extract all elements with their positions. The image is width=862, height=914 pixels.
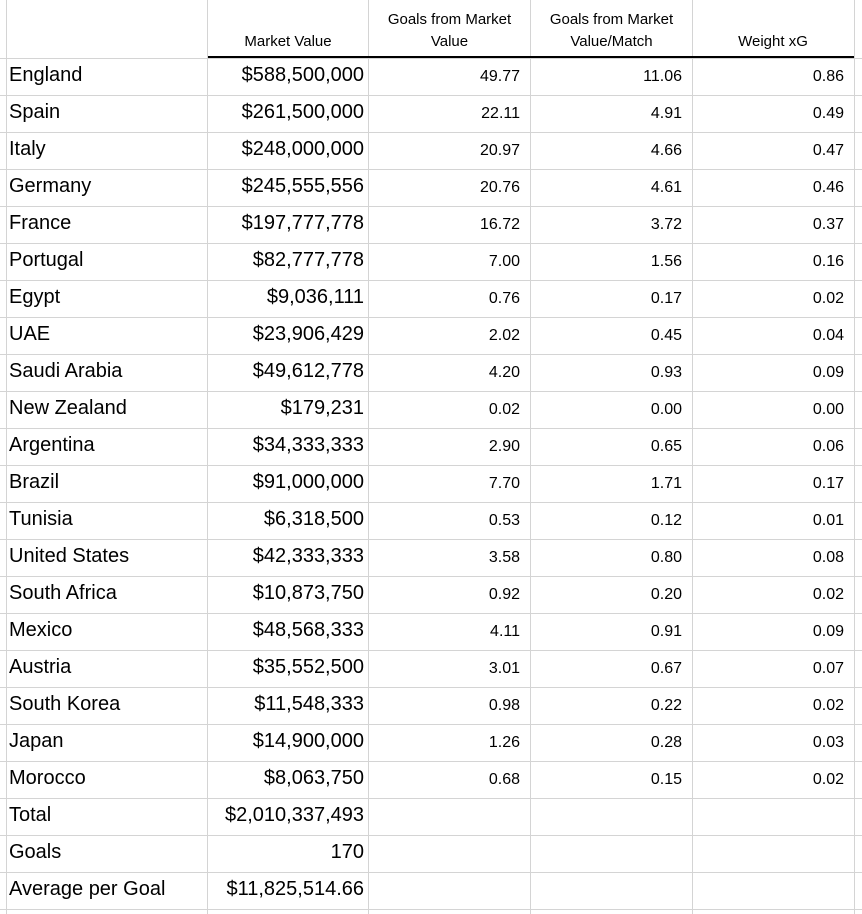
goals-cell[interactable]: 4.20 — [488, 364, 520, 381]
country-cell[interactable]: South Africa — [9, 582, 117, 604]
grid-row-line — [0, 613, 862, 614]
weight-xg-cell[interactable]: 0.09 — [812, 623, 844, 640]
goals-cell[interactable]: 20.76 — [479, 179, 520, 196]
goals-cell[interactable]: 0.53 — [488, 512, 520, 529]
grid-row-line — [0, 872, 862, 873]
goals-per-match-cell[interactable]: 0.00 — [650, 401, 682, 418]
country-cell[interactable]: Argentina — [9, 434, 95, 456]
goals-per-match-cell[interactable]: 0.91 — [650, 623, 682, 640]
goals-per-match-cell[interactable]: 1.71 — [650, 475, 682, 492]
goals-cell[interactable]: 1.26 — [488, 734, 520, 751]
goals-cell[interactable]: 7.70 — [488, 475, 520, 492]
market-value-cell[interactable]: $245,555,556 — [241, 175, 364, 197]
weight-xg-cell[interactable]: 0.01 — [812, 512, 844, 529]
goals-per-match-cell[interactable]: 0.12 — [650, 512, 682, 529]
country-cell[interactable]: United States — [9, 545, 130, 567]
goals-per-match-cell[interactable]: 0.15 — [650, 771, 682, 788]
header-weight-xg[interactable]: Weight xG — [738, 33, 808, 50]
grid-row-line — [0, 798, 862, 799]
weight-xg-cell[interactable]: 0.09 — [812, 364, 844, 381]
goals-per-match-cell[interactable]: 0.93 — [650, 364, 682, 381]
grid-row-line — [0, 576, 862, 577]
country-cell[interactable]: Tunisia — [9, 508, 73, 530]
header-goals-per-match[interactable] — [531, 9, 692, 53]
market-value-cell[interactable]: $11,548,333 — [254, 693, 364, 715]
country-cell[interactable]: France — [9, 212, 72, 234]
goals-per-match-cell[interactable]: 4.61 — [650, 179, 682, 196]
market-value-cell[interactable]: $91,000,000 — [252, 471, 364, 493]
header-underline — [208, 56, 854, 58]
grid-row-line — [0, 95, 862, 96]
grid-row-line — [0, 206, 862, 207]
goals-per-match-cell[interactable]: 4.91 — [650, 105, 682, 122]
weight-xg-cell[interactable]: 0.03 — [812, 734, 844, 751]
country-cell[interactable]: Saudi Arabia — [9, 360, 123, 382]
goals-cell[interactable]: 0.76 — [488, 290, 520, 307]
market-value-cell[interactable]: $49,612,778 — [252, 360, 364, 382]
goals-per-match-cell[interactable]: 1.56 — [650, 253, 682, 270]
country-cell[interactable]: Morocco — [9, 767, 86, 789]
goals-cell[interactable]: 0.92 — [488, 586, 520, 603]
market-value-cell[interactable]: $42,333,333 — [252, 545, 364, 567]
country-cell[interactable]: Japan — [9, 730, 64, 752]
market-value-cell[interactable]: $9,036,111 — [266, 286, 364, 308]
grid-row-line — [0, 280, 862, 281]
goals-per-match-cell[interactable]: 0.28 — [650, 734, 682, 751]
grid-row-line — [0, 391, 862, 392]
country-cell[interactable]: Austria — [9, 656, 72, 678]
grid-row-line — [0, 909, 862, 910]
goals-cell[interactable]: 20.97 — [479, 142, 520, 159]
goals-cell[interactable]: 7.00 — [488, 253, 520, 270]
header-market-value[interactable]: Market Value — [244, 33, 332, 50]
grid-column-line — [6, 0, 7, 914]
country-cell[interactable]: Egypt — [9, 286, 61, 308]
goals-cell[interactable]: 49.77 — [479, 68, 520, 85]
grid-row-line — [0, 650, 862, 651]
goals-cell[interactable]: 0.02 — [488, 401, 520, 418]
header-per-match-line2: Value/Match — [570, 33, 653, 50]
goals-cell[interactable]: 3.58 — [488, 549, 520, 566]
country-cell[interactable]: England — [9, 64, 83, 86]
grid-row-line — [0, 354, 862, 355]
summary-value[interactable]: 170 — [330, 841, 364, 863]
summary-value[interactable]: $11,825,514.66 — [226, 878, 364, 900]
goals-per-match-cell[interactable]: 0.17 — [650, 290, 682, 307]
goals-per-match-cell[interactable]: 0.22 — [650, 697, 682, 714]
market-value-cell[interactable]: $35,552,500 — [252, 656, 364, 678]
grid-row-line — [0, 761, 862, 762]
header-goals-line2: Value — [430, 33, 469, 50]
market-value-cell[interactable]: $197,777,778 — [241, 212, 364, 234]
weight-xg-cell[interactable]: 0.08 — [812, 549, 844, 566]
weight-xg-cell[interactable]: 0.49 — [812, 105, 844, 122]
weight-xg-cell[interactable]: 0.37 — [812, 216, 844, 233]
weight-xg-cell[interactable]: 0.46 — [812, 179, 844, 196]
country-cell[interactable]: Italy — [9, 138, 46, 160]
country-cell[interactable]: Mexico — [9, 619, 73, 641]
grid-row-line — [0, 132, 862, 133]
weight-xg-cell[interactable]: 0.00 — [812, 401, 844, 418]
grid-row-line — [0, 502, 862, 503]
market-value-cell[interactable]: $179,231 — [280, 397, 364, 419]
market-value-cell[interactable]: $248,000,000 — [241, 138, 364, 160]
goals-per-match-cell[interactable]: 0.65 — [650, 438, 682, 455]
summary-label[interactable]: Total — [9, 804, 52, 826]
grid-row-line — [0, 317, 862, 318]
market-value-cell[interactable]: $261,500,000 — [241, 101, 364, 123]
summary-label[interactable]: Goals — [9, 841, 62, 863]
grid-row-line — [0, 243, 862, 244]
market-value-cell[interactable]: $48,568,333 — [252, 619, 364, 641]
goals-cell[interactable]: 2.02 — [488, 327, 520, 344]
summary-label[interactable]: Average per Goal — [9, 878, 166, 900]
weight-xg-cell[interactable]: 0.17 — [812, 475, 844, 492]
weight-xg-cell[interactable]: 0.04 — [812, 327, 844, 344]
goals-cell[interactable]: 2.90 — [488, 438, 520, 455]
weight-xg-cell[interactable]: 0.07 — [812, 660, 844, 677]
goals-cell[interactable]: 0.68 — [488, 771, 520, 788]
goals-cell[interactable]: 4.11 — [490, 623, 520, 640]
market-value-cell[interactable]: $588,500,000 — [241, 64, 364, 86]
grid-row-line — [0, 687, 862, 688]
goals-per-match-cell[interactable]: 4.66 — [650, 142, 682, 159]
country-cell[interactable]: New Zealand — [9, 397, 127, 419]
weight-xg-cell[interactable]: 0.86 — [812, 68, 844, 85]
market-value-cell[interactable]: $6,318,500 — [263, 508, 364, 530]
goals-cell[interactable]: 3.01 — [488, 660, 520, 677]
country-cell[interactable]: Germany — [9, 175, 92, 197]
weight-xg-cell[interactable]: 0.02 — [812, 290, 844, 307]
goals-per-match-cell[interactable]: 0.67 — [650, 660, 682, 677]
goals-per-match-cell[interactable]: 3.72 — [650, 216, 682, 233]
goals-cell[interactable]: 22.11 — [481, 105, 520, 122]
goals-cell[interactable]: 0.98 — [488, 697, 520, 714]
goals-cell[interactable]: 16.72 — [479, 216, 520, 233]
weight-xg-cell[interactable]: 0.02 — [812, 586, 844, 603]
goals-per-match-cell[interactable]: 11.06 — [643, 68, 682, 85]
grid-row-line — [0, 465, 862, 466]
country-cell[interactable]: Brazil — [9, 471, 60, 493]
market-value-cell[interactable]: $14,900,000 — [252, 730, 364, 752]
grid-row-line — [0, 539, 862, 540]
market-value-cell[interactable]: $82,777,778 — [252, 249, 364, 271]
grid-column-line — [854, 0, 855, 914]
header-goals-line1: Goals from Market — [387, 11, 512, 28]
country-cell[interactable]: South Korea — [9, 693, 121, 715]
country-cell[interactable]: UAE — [9, 323, 51, 345]
grid-row-line — [0, 58, 862, 59]
market-value-cell[interactable]: $10,873,750 — [252, 582, 364, 604]
weight-xg-cell[interactable]: 0.47 — [812, 142, 844, 159]
weight-xg-cell[interactable]: 0.06 — [812, 438, 844, 455]
grid-row-line — [0, 169, 862, 170]
header-per-match-line1: Goals from Market — [549, 11, 674, 28]
summary-value[interactable]: $2,010,337,493 — [224, 804, 364, 826]
market-value-cell[interactable]: $8,063,750 — [263, 767, 364, 789]
goals-per-match-cell[interactable]: 0.80 — [650, 549, 682, 566]
weight-xg-cell[interactable]: 0.02 — [812, 771, 844, 788]
market-value-cell[interactable]: $34,333,333 — [252, 434, 364, 456]
goals-per-match-cell[interactable]: 0.20 — [650, 586, 682, 603]
header-goals-from-market-value[interactable] — [369, 9, 530, 53]
weight-xg-cell[interactable]: 0.02 — [812, 697, 844, 714]
grid-row-line — [0, 428, 862, 429]
market-value-cell[interactable]: $23,906,429 — [252, 323, 364, 345]
country-cell[interactable]: Portugal — [9, 249, 84, 271]
country-cell[interactable]: Spain — [9, 101, 61, 123]
weight-xg-cell[interactable]: 0.16 — [812, 253, 844, 270]
goals-per-match-cell[interactable]: 0.45 — [650, 327, 682, 344]
grid-row-line — [0, 835, 862, 836]
grid-row-line — [0, 724, 862, 725]
